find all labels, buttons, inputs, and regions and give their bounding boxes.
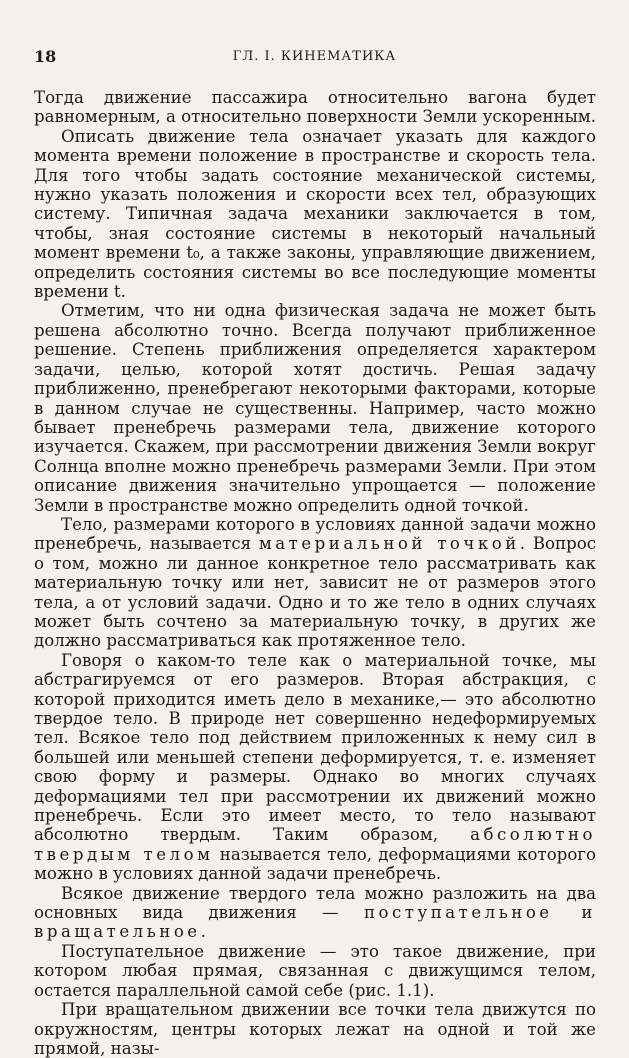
paragraph-6-part-2: . — [200, 922, 206, 942]
paragraph-5 — [34, 651, 596, 884]
paragraph-8: При вращательном движении все точки тела движутся по окружностям, центры которых лежат на одной и той же прямой, назы- — [34, 1000, 596, 1058]
paragraph-2: Описать движение тела означает указать для каждого момента времени положение в пространстве и скорость тела. Для того чтобы задать состояние механической системы, нужно указать положения и скорости всех тел, образующих систему. Типичная задача механики заключается в том, чтобы, зная состояние системы в некоторый начальный момент времени t₀, а также законы, управляющие движением, определить состояния системы во все последующие моменты времени t. — [34, 126, 596, 302]
page-number: 18 — [34, 47, 57, 66]
body-text — [34, 88, 596, 1058]
paragraph-4-part-2: . Вопрос о том, можно ли данное конкретное тело рассматривать как материальную точку или нет, зависит не от размеров этого тела, а от условий задачи. Одно и то же тело в одних случаях может быть сочтено за материальную точку, в других же должно рассматриваться как протяженное тело. — [34, 534, 596, 651]
page-header — [34, 47, 595, 69]
term-material-point: материальной точкой — [258, 534, 520, 554]
paragraph-6 — [34, 884, 596, 942]
paragraph-4-part-1: Тело, размерами которого в условиях данной задачи можно пренебречь, называется — [34, 514, 596, 554]
paragraph-4 — [34, 515, 596, 651]
paragraph-5-part-2: называется тело, деформациями которого можно в условиях данной задачи пренебречь. — [34, 844, 596, 884]
paragraph-6-part-1: Всякое движение твердого тела можно разложить на два основных вида движения — — [34, 883, 596, 923]
paragraph-3: Отметим, что ни одна физическая задача не может быть решена абсолютно точно. Всегда получают приближенное решение. Степень приближения определяется характером задачи, целью, которой хотят достичь. Решая задачу приближенно, пренебрегают некоторыми факторами, которые в данном случае не существенны. Например, часто можно бывает пренебречь размерами тела, движение которого изучается. Скажем, при рассмотрении движения Земли вокруг Солнца вполне можно пренебречь размерами Земли. При этом описание движения значительно упрощается — положение Земли в пространстве можно определить одной точкой. — [34, 301, 596, 515]
paragraph-5-part-1: Говоря о каком-то теле как о материальной точке, мы абстрагируемся от его размеров. Вторая абстракция, с которой приходится иметь дело в механике,— это абсолютно твердое тело. В природе нет совершенно недеформируемых тел. Всякое тело под действием приложенных к нему сил в большей или меньшей степени деформируется, т. е. изменяет свою форму и размеры. Однако во многих случаях деформациями тел при рассмотрении их движений можно пренебречь. Если это имеет место, то тело называют абсолютно твердым. Таким образом, — [34, 650, 596, 845]
paragraph-1: Тогда движение пассажира относительно вагона будет равномерным, а относительно поверхности Земли ускоренным. — [34, 88, 596, 127]
running-head: ГЛ. I. КИНЕМАТИКА — [232, 49, 397, 64]
term-rigid-body: абсолютно твердым телом — [34, 825, 596, 864]
term-motion-types: поступательное и вращательное — [34, 903, 596, 942]
paragraph-7: Поступательное движение — это такое движение, при котором любая прямая, связанная с движущимся телом, остается параллельной самой себе (рис. 1.1). — [34, 941, 596, 1000]
